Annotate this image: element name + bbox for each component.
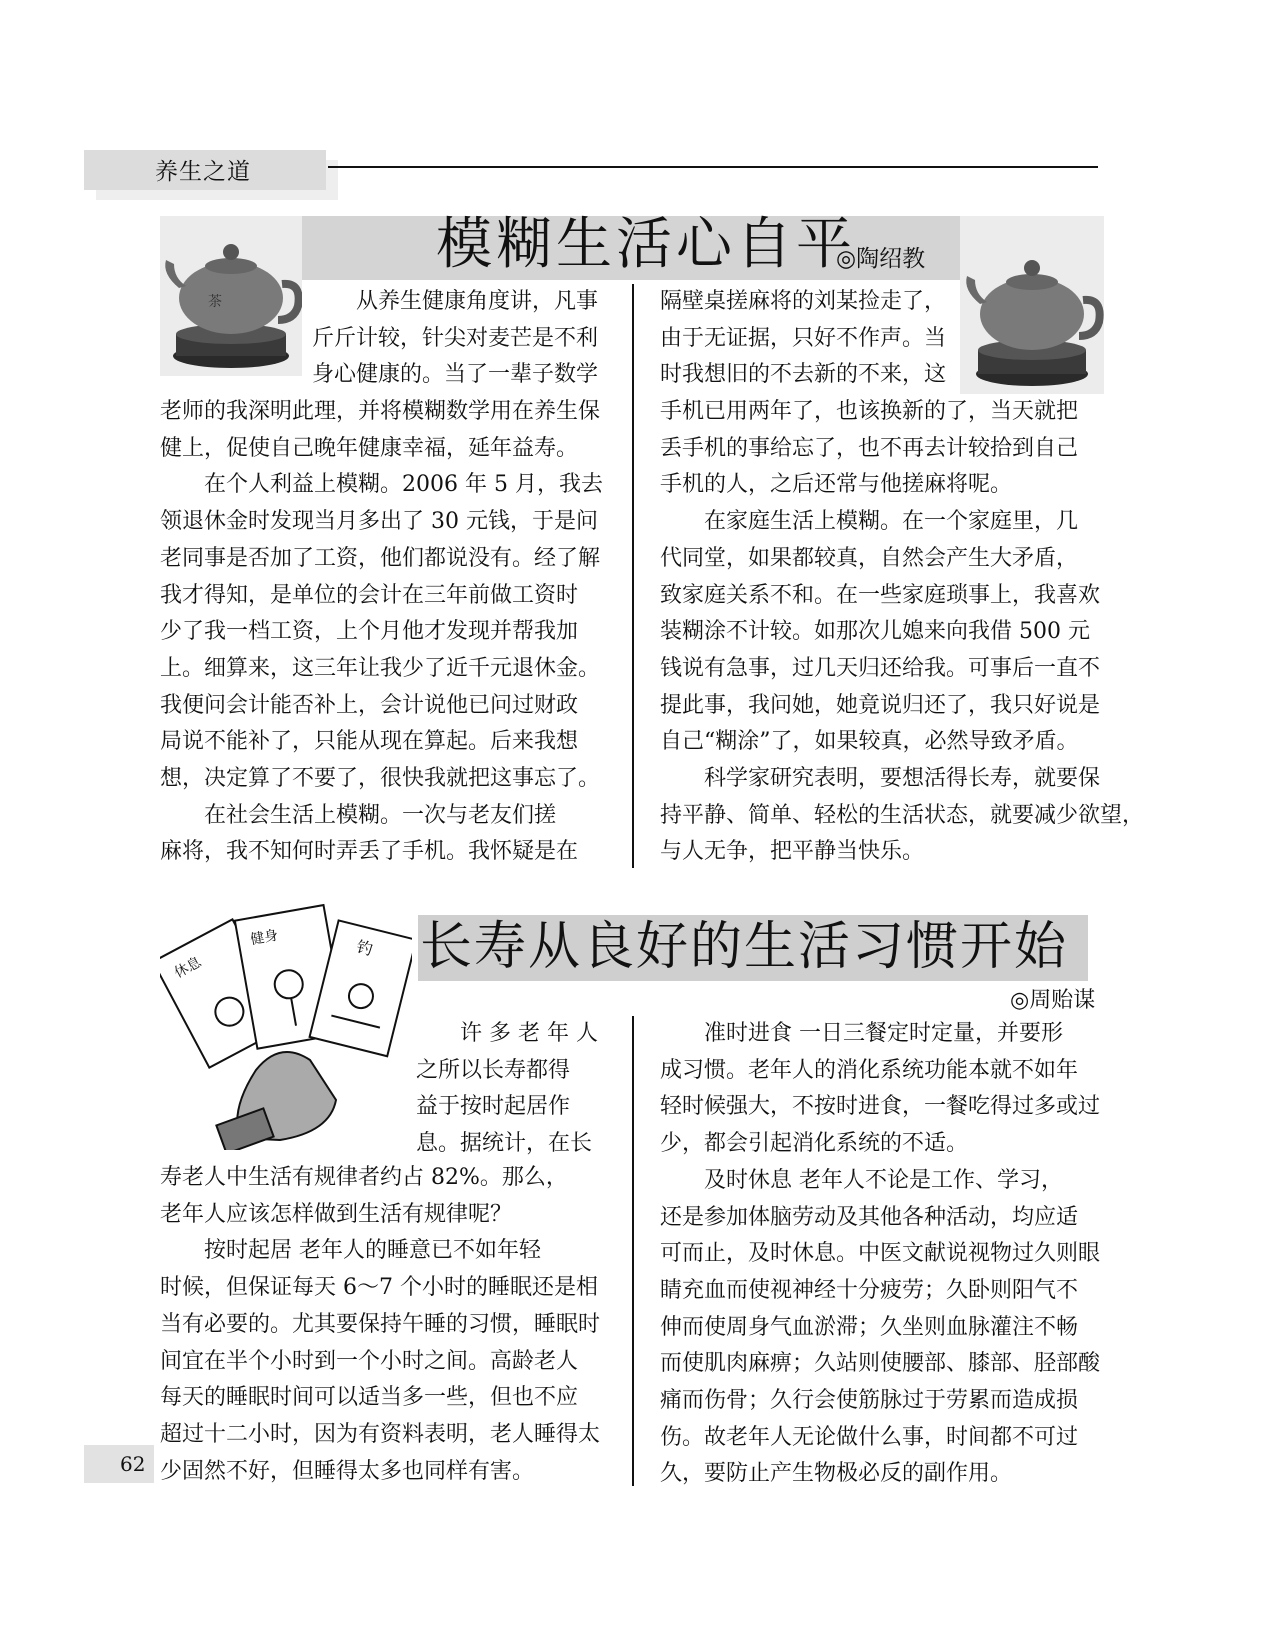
text-line: 在社会生活上模糊。一次与老友们搓 xyxy=(204,802,557,828)
article1-author: ◎陶绍教 xyxy=(836,246,926,272)
text-line: 想，决定算了不要了，很快我就把这事忘了。 xyxy=(160,766,601,792)
text-line: 超过十二小时，因为有资料表明，老人睡得太 xyxy=(160,1421,601,1447)
article2-col2 xyxy=(660,1016,1180,1493)
text-line: 斤斤计较，针尖对麦芒是不利 xyxy=(312,325,599,351)
text-line: 息。据统计，在长 xyxy=(416,1131,593,1157)
text-line: 少，都会引起消化系统的不适。 xyxy=(660,1131,969,1157)
text-line: 丢手机的事给忘了，也不再去计较拾到自己 xyxy=(660,435,1079,461)
article2-title: 长寿从良好的生活习惯开始 xyxy=(420,917,1069,977)
text-line: 可而止，及时休息。中医文献说视物过久则眼 xyxy=(660,1241,1101,1267)
text-line: 我便问会计能否补上，会计说他已问过财政 xyxy=(160,692,579,718)
text-line: 手机的人，之后还常与他搓麻将呢。 xyxy=(660,472,1013,498)
text-line: 持平静、简单、轻松的生活状态，就要减少欲望， xyxy=(660,802,1145,828)
teapot-image-right xyxy=(960,216,1104,394)
article1-title: 模糊生活心自平 xyxy=(436,212,856,277)
column-divider xyxy=(632,1016,634,1486)
article2-author: ◎周贻谋 xyxy=(1010,988,1096,1013)
text-line: 每天的睡眠时间可以适当多一些，但也不应 xyxy=(160,1385,579,1411)
text-line: 与人无争，把平静当快乐。 xyxy=(660,839,925,865)
svg-text:茶: 茶 xyxy=(208,294,222,310)
text-line: 少了我一档工资，上个月他才发现并帮我加 xyxy=(160,619,579,645)
text-line: 而使肌肉麻痹；久站则使腰部、膝部、胫部酸 xyxy=(660,1351,1101,1377)
column-divider xyxy=(632,284,634,868)
text-line: 伸而使周身气血淤滞；久坐则血脉灌注不畅 xyxy=(660,1314,1079,1340)
text-line: 时我想旧的不去新的不来，这 xyxy=(660,362,947,388)
text-line: 科学家研究表明，要想活得长寿，就要保 xyxy=(704,766,1101,792)
text-line: 老同事是否加了工资，他们都说没有。经了解 xyxy=(160,545,601,571)
text-line: 寿老人中生活有规律者约占 82%。那么， xyxy=(160,1165,568,1190)
text-line: 在家庭生活上模糊。在一个家庭里，几 xyxy=(704,509,1079,535)
text-line: 自己“糊涂”了，如果较真，必然导致矛盾。 xyxy=(660,729,1079,755)
text-line: 代同堂，如果都较真，自然会产生大矛盾， xyxy=(660,545,1079,571)
text-line: 准时进食 一日三餐定时定量，并要形 xyxy=(704,1021,1063,1046)
text-line: 提此事，我问她，她竟说归还了，我只好说是 xyxy=(660,692,1101,718)
text-line: 钱说有急事，过几天归还给我。可事后一直不 xyxy=(660,655,1101,681)
text-line: 隔壁桌搓麻将的刘某捡走了， xyxy=(660,289,947,314)
article2-col1-top xyxy=(416,1016,634,1163)
text-line: 致家庭关系不和。在一些家庭琐事上，我喜欢 xyxy=(660,582,1101,608)
text-line: 我才得知，是单位的会计在三年前做工资时 xyxy=(160,582,579,608)
text-line: 伤。故老年人无论做什么事，时间都不可过 xyxy=(660,1424,1079,1450)
text-line: 许 多 老 年 人 xyxy=(460,1021,598,1046)
card-label: 钓 xyxy=(354,936,375,960)
text-line: 麻将，我不知何时弄丢了手机。我怀疑是在 xyxy=(160,839,579,865)
text-line: 之所以长寿都得 xyxy=(416,1057,571,1083)
text-line: 从养生健康角度讲，凡事 xyxy=(356,289,599,314)
article1-col1-top xyxy=(312,284,632,394)
text-line: 按时起居 老年人的睡意已不如年轻 xyxy=(204,1238,541,1264)
text-line: 益于按时起居作 xyxy=(416,1094,571,1120)
text-line: 局说不能补了，只能从现在算起。后来我想 xyxy=(160,729,579,755)
teapot-image-left xyxy=(160,216,302,376)
section-label: 养生之道 xyxy=(155,159,251,185)
cards-illustration xyxy=(160,900,412,1150)
text-line: 上。细算来，这三年让我少了近千元退休金。 xyxy=(160,655,601,681)
text-line: 健上，促使自己晚年健康幸福，延年益寿。 xyxy=(160,435,579,461)
card-label: 健身 xyxy=(249,927,280,949)
text-line: 及时休息 老年人不论是工作、学习， xyxy=(704,1167,1063,1193)
text-line: 身心健康的。当了一辈子数学 xyxy=(312,362,599,388)
card-label: 休息 xyxy=(171,954,205,982)
text-line: 装糊涂不计较。如那次儿媳来向我借 500 元 xyxy=(660,619,1090,645)
text-line: 在个人利益上模糊。2006 年 5 月，我去 xyxy=(204,472,603,498)
text-line: 由于无证据，只好不作声。当 xyxy=(660,325,947,351)
text-line: 老师的我深明此理，并将模糊数学用在养生保 xyxy=(160,399,601,424)
text-line: 老年人应该怎样做到生活有规律呢？ xyxy=(160,1201,513,1227)
page-number: 62 xyxy=(120,1452,146,1476)
text-line: 轻时候强大，不按时进食，一餐吃得过多或过 xyxy=(660,1094,1101,1120)
text-line: 痛而伤骨；久行会使筋脉过于劳累而造成损 xyxy=(660,1388,1079,1414)
text-line: 久，要防止产生物极必反的副作用。 xyxy=(660,1461,1013,1487)
article1-col1 xyxy=(160,394,634,871)
text-line: 间宜在半个小时到一个小时之间。高龄老人 xyxy=(160,1348,579,1374)
article1-col2-top xyxy=(660,284,960,394)
text-line: 少固然不好，但睡得太多也同样有害。 xyxy=(160,1458,535,1484)
text-line: 睛充血而使视神经十分疲劳；久卧则阳气不 xyxy=(660,1277,1079,1303)
text-line: 还是参加体脑劳动及其他各种活动，均应适 xyxy=(660,1204,1079,1230)
text-line: 手机已用两年了，也该换新的了，当天就把 xyxy=(660,399,1079,424)
text-line: 时候，但保证每天 6～7 个小时的睡眠还是相 xyxy=(160,1275,598,1301)
text-line: 当有必要的。尤其要保持午睡的习惯，睡眠时 xyxy=(160,1311,601,1337)
text-line: 成习惯。老年人的消化系统功能本就不如年 xyxy=(660,1057,1079,1083)
article2-col1 xyxy=(160,1160,634,1490)
text-line: 领退休金时发现当月多出了 30 元钱，于是问 xyxy=(160,509,598,535)
section-rule xyxy=(328,166,1098,168)
article1-col2 xyxy=(660,394,1200,871)
